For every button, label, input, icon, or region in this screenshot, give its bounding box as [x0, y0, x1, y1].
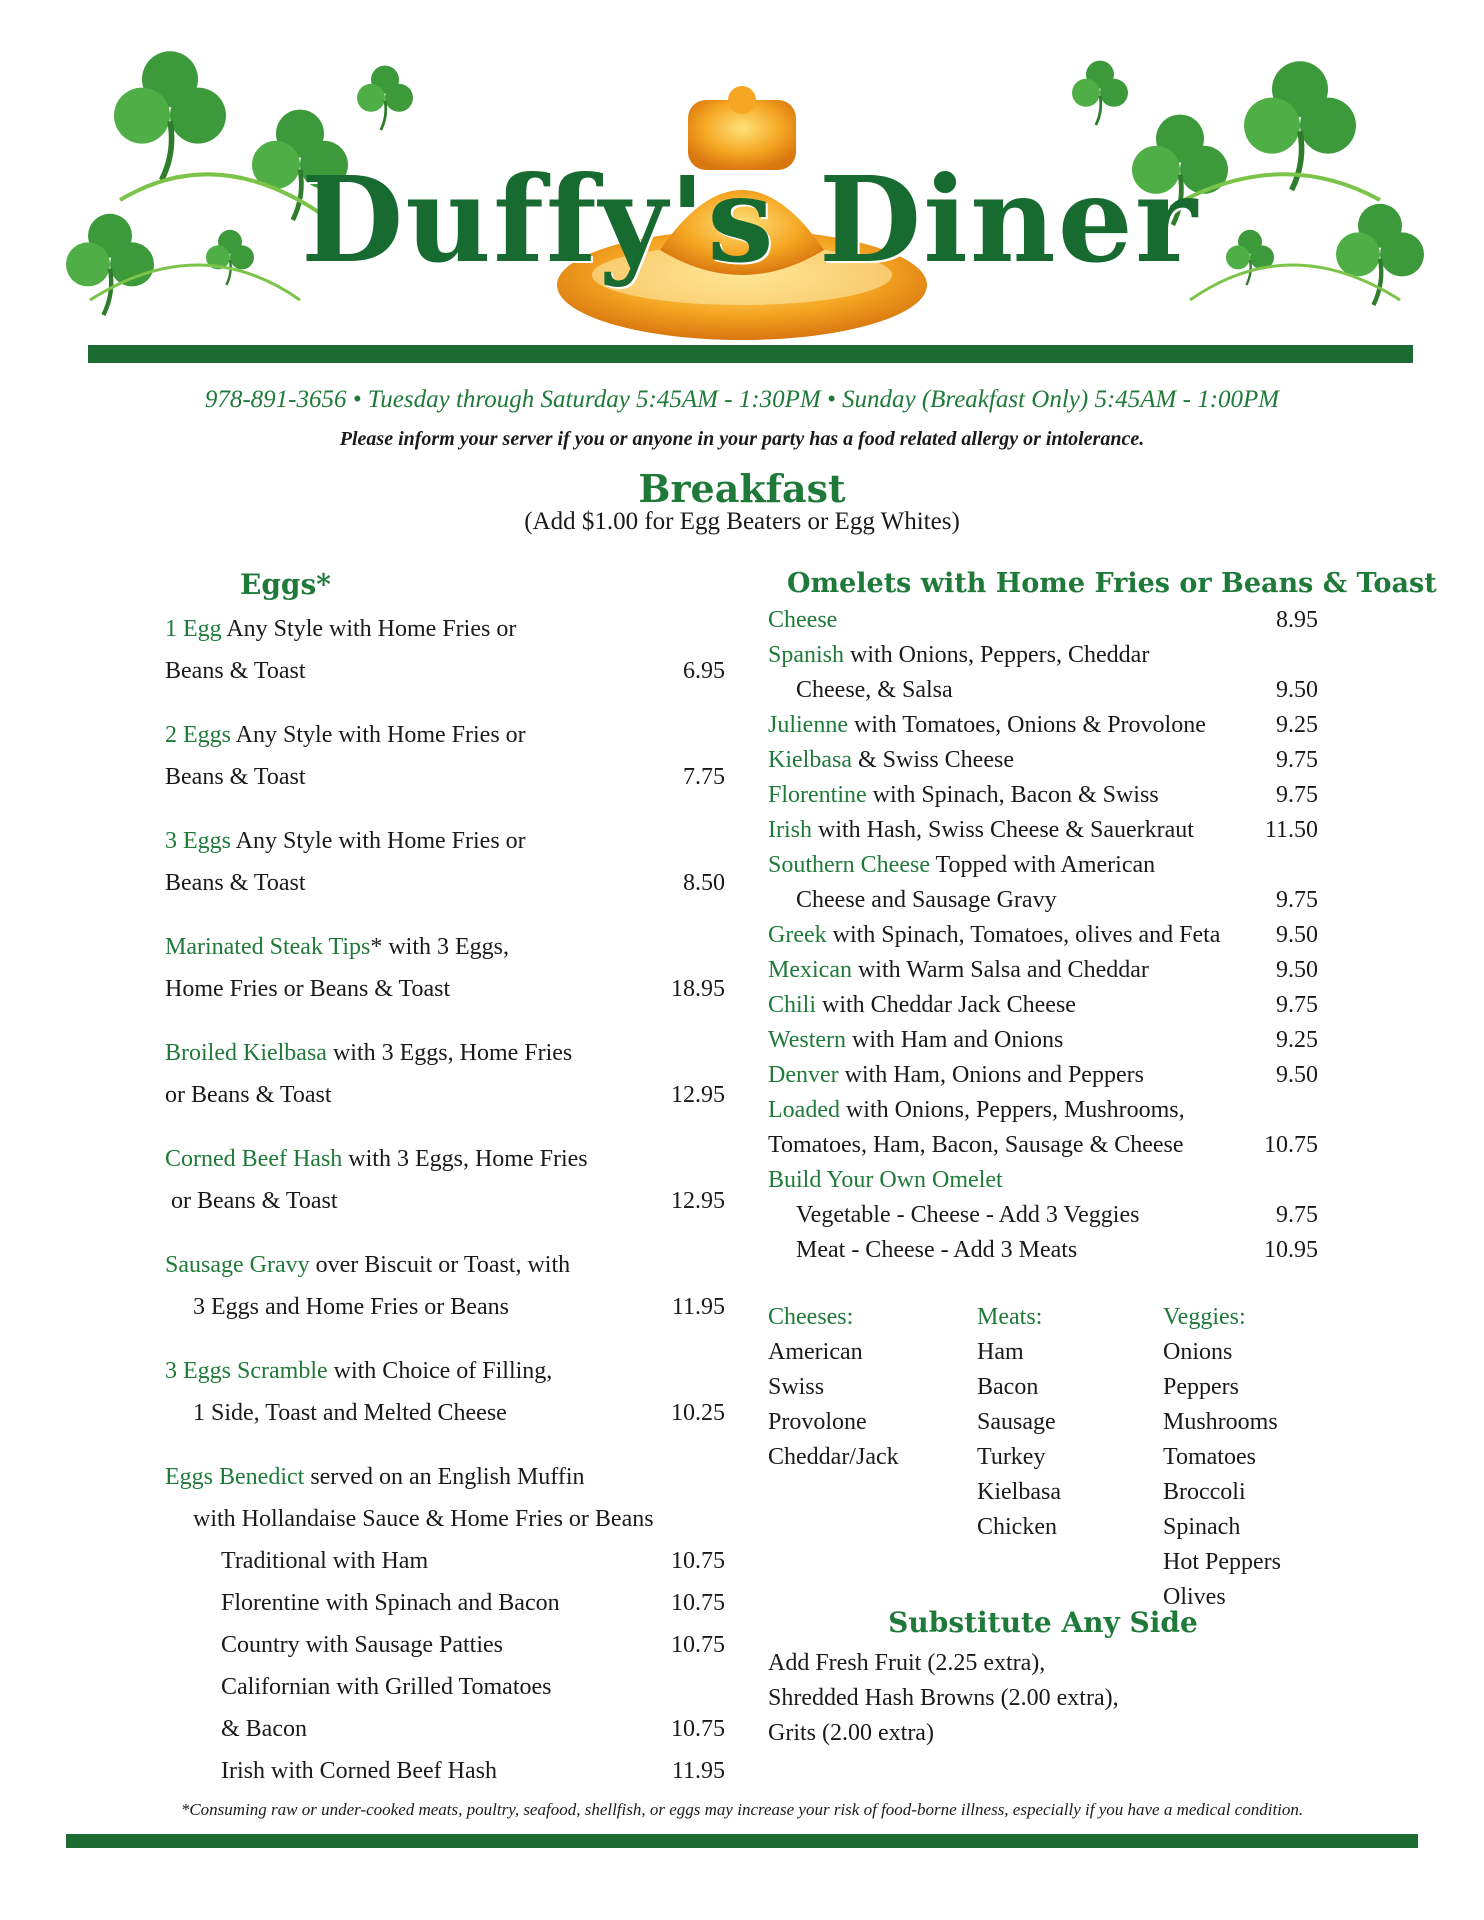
menu-item [165, 820, 725, 904]
menu-item [768, 1023, 1318, 1058]
meats-list [977, 1300, 1061, 1545]
item-name: Kielbasa [768, 747, 852, 773]
menu-item [768, 988, 1318, 1023]
item-name: Eggs Benedict [165, 1464, 305, 1490]
option-price: 10.75 [671, 1716, 725, 1742]
list-item: Provolone [768, 1409, 867, 1435]
item-name: Broiled Kielbasa [165, 1040, 327, 1066]
item-price: 9.25 [1276, 712, 1318, 738]
item-name: Julienne [768, 712, 848, 738]
menu-item [768, 778, 1318, 813]
menu-item-benedict [165, 1456, 725, 1792]
item-desc: with Hollandaise Sauce & Home Fries or Beans [193, 1506, 654, 1532]
item-desc: with Ham, Onions and Peppers [838, 1062, 1144, 1088]
option-price: 9.75 [1276, 1202, 1318, 1228]
item-name: Cheese [768, 607, 838, 633]
item-price: 11.95 [671, 1294, 725, 1320]
list-item: Shredded Hash Browns (2.00 extra), [768, 1685, 1119, 1711]
item-desc: Topped with American [929, 852, 1156, 878]
item-desc: with Warm Salsa and Cheddar [851, 957, 1149, 983]
divider [88, 345, 1413, 363]
option-price: 10.75 [671, 1632, 725, 1658]
list-item: Grits (2.00 extra) [768, 1720, 934, 1746]
item-desc: Cheese and Sausage Gravy [796, 887, 1057, 913]
list-item: Kielbasa [977, 1479, 1061, 1505]
option-price: 10.75 [671, 1548, 725, 1574]
item-name: Irish [768, 817, 812, 843]
list-item: Olives [1163, 1584, 1226, 1610]
item-desc: 1 Side, Toast and Melted Cheese [193, 1400, 507, 1426]
item-desc: with Onions, Peppers, Cheddar [844, 642, 1150, 668]
contact-info: 978-891-3656 • Tuesday through Saturday 5:45AM - 1:30PM • Sunday (Breakfast Only) 5:45AM - 1:00PM [204, 386, 1280, 413]
item-price: 9.50 [1276, 1062, 1318, 1088]
item-desc: Cheese, & Salsa [796, 677, 953, 703]
option-price: 10.75 [671, 1590, 725, 1616]
list-item: American [768, 1339, 863, 1365]
menu-item [768, 918, 1318, 953]
item-desc: served on an English Muffin [304, 1464, 585, 1490]
item-price: 8.50 [683, 870, 725, 896]
item-price: 11.50 [1264, 817, 1318, 843]
veggies-list [1163, 1300, 1281, 1615]
menu-item [165, 1138, 725, 1222]
list-item: Chicken [977, 1514, 1057, 1540]
list-item: Add Fresh Fruit (2.25 extra), [768, 1650, 1046, 1676]
menu-item [165, 1244, 725, 1328]
option-label: & Bacon [221, 1716, 307, 1742]
item-desc: with Spinach, Bacon & Swiss [866, 782, 1159, 808]
breakfast-note: (Add $1.00 for Egg Beaters or Egg Whites) [524, 508, 960, 535]
allergy-notice: Please inform your server if you or anyone in your party has a food related allergy or intolerance. [339, 428, 1145, 450]
item-price: 9.75 [1276, 887, 1318, 913]
option-label: Florentine with Spinach and Bacon [221, 1590, 560, 1616]
header [0, 0, 1484, 370]
item-desc: with Spinach, Tomatoes, olives and Feta [826, 922, 1221, 948]
item-desc: Any Style with Home Fries or [231, 828, 526, 854]
list-heading: Veggies: [1163, 1304, 1246, 1330]
item-price: 12.95 [671, 1188, 725, 1214]
item-name: Southern Cheese [768, 852, 930, 878]
list-item: Onions [1163, 1339, 1233, 1365]
item-desc: Beans & Toast [165, 870, 306, 896]
item-name: Corned Beef Hash [165, 1146, 343, 1172]
list-item: Mushrooms [1163, 1409, 1278, 1435]
item-name: Loaded [768, 1097, 840, 1123]
menu-item [768, 848, 1318, 883]
item-price: 9.50 [1276, 677, 1318, 703]
list-item: Peppers [1163, 1374, 1239, 1400]
substitute-list [768, 1646, 1119, 1751]
item-desc: with Hash, Swiss Cheese & Sauerkraut [812, 817, 1194, 843]
menu-item [165, 926, 725, 1010]
list-item: Sausage [977, 1409, 1056, 1435]
menu-item [768, 638, 1318, 673]
item-name: Spanish [768, 642, 845, 668]
item-desc: Tomatoes, Ham, Bacon, Sausage & Cheese [768, 1132, 1184, 1158]
list-item: Turkey [977, 1444, 1046, 1470]
list-heading: Meats: [977, 1304, 1043, 1330]
item-name: Western [768, 1027, 847, 1053]
item-desc: over Biscuit or Toast, with [309, 1252, 571, 1278]
item-price: 8.95 [1276, 607, 1318, 633]
substitute-heading: Substitute Any Side [888, 1606, 1198, 1639]
item-name: Greek [768, 922, 827, 948]
item-desc: with Cheddar Jack Cheese [816, 992, 1076, 1018]
list-item: Broccoli [1163, 1479, 1246, 1505]
list-item: Spinach [1163, 1514, 1241, 1540]
item-price: 10.75 [1264, 1132, 1318, 1158]
item-price: 9.50 [1276, 957, 1318, 983]
menu-item [768, 1093, 1318, 1128]
option-label: Vegetable - Cheese - Add 3 Veggies [796, 1202, 1140, 1228]
list-item: Tomatoes [1163, 1444, 1256, 1470]
option-price: 11.95 [671, 1758, 725, 1784]
footnote: *Consuming raw or under-cooked meats, poultry, seafood, shellfish, or eggs may increase your risk of food-borne illness, especially if you have a medical condition. [180, 1800, 1304, 1819]
menu-item [768, 743, 1318, 778]
option-price [655, 1666, 725, 1708]
item-name: Sausage Gravy [165, 1252, 310, 1278]
item-desc: Any Style with Home Fries or [221, 616, 517, 642]
item-name: 3 Eggs [165, 828, 231, 854]
item-price: 9.25 [1276, 1027, 1318, 1053]
item-name: 3 Eggs Scramble [165, 1358, 328, 1384]
list-item: Cheddar/Jack [768, 1444, 899, 1470]
list-heading: Cheeses: [768, 1304, 854, 1330]
option-label: Traditional with Ham [221, 1548, 429, 1574]
item-desc: with 3 Eggs, Home Fries [342, 1146, 588, 1172]
item-desc: with Onions, Peppers, Mushrooms, [839, 1097, 1185, 1123]
omelets-list [768, 603, 1318, 1268]
item-price: 9.75 [1276, 747, 1318, 773]
item-name: Marinated Steak Tips [165, 934, 371, 960]
list-item: Bacon [977, 1374, 1039, 1400]
omelets-heading: Omelets with Home Fries or Beans & Toast [787, 568, 1437, 599]
menu-item [165, 714, 725, 798]
menu-item [768, 953, 1318, 988]
item-name: Mexican [768, 957, 852, 983]
item-price: 12.95 [671, 1082, 725, 1108]
breakfast-heading: Breakfast [638, 466, 846, 511]
item-price: 6.95 [683, 658, 725, 684]
item-name: 1 Egg [165, 616, 222, 642]
item-price: 18.95 [671, 976, 725, 1002]
item-desc: 3 Eggs and Home Fries or Beans [193, 1294, 509, 1320]
option-label: Meat - Cheese - Add 3 Meats [796, 1237, 1078, 1263]
item-name: Denver [768, 1062, 839, 1088]
item-desc: or Beans & Toast [165, 1082, 332, 1108]
eggs-heading: Eggs* [240, 568, 331, 601]
option-label: Country with Sausage Patties [221, 1632, 503, 1658]
item-price: 10.25 [671, 1400, 725, 1426]
item-desc: with Ham and Onions [846, 1027, 1064, 1053]
option-label: Irish with Corned Beef Hash [221, 1758, 497, 1784]
cheeses-list [768, 1300, 899, 1475]
item-desc: with Choice of Filling, [327, 1358, 553, 1384]
item-desc: * with 3 Eggs, [370, 934, 510, 960]
item-desc: & Swiss Cheese [851, 747, 1014, 773]
item-desc: with 3 Eggs, Home Fries [326, 1040, 573, 1066]
item-desc: or Beans & Toast [171, 1188, 338, 1214]
item-desc: with Tomatoes, Onions & Provolone [847, 712, 1206, 738]
item-name: Chili [768, 992, 817, 1018]
menu-item [768, 813, 1318, 848]
menu-item [768, 1058, 1318, 1093]
item-desc: Any Style with Home Fries or [231, 722, 526, 748]
menu-item [768, 603, 1318, 638]
item-desc: Beans & Toast [165, 764, 306, 790]
divider [66, 1834, 1418, 1848]
list-item: Hot Peppers [1163, 1549, 1281, 1575]
item-price: 7.75 [683, 764, 725, 790]
item-price: 9.75 [1276, 992, 1318, 1018]
menu-item [165, 1350, 725, 1434]
menu-item [165, 608, 725, 692]
item-desc: Home Fries or Beans & Toast [165, 976, 451, 1002]
list-item: Swiss [768, 1374, 825, 1400]
item-name: Florentine [768, 782, 867, 808]
option-price: 10.95 [1264, 1237, 1318, 1263]
item-name: 2 Eggs [165, 722, 231, 748]
item-price: 9.75 [1276, 782, 1318, 808]
option-label: Californian with Grilled Tomatoes [221, 1674, 552, 1700]
item-desc: Beans & Toast [165, 658, 306, 684]
restaurant-title: Duffy's Diner [300, 150, 1200, 289]
item-name: Build Your Own Omelet [768, 1167, 1003, 1193]
item-price: 9.50 [1276, 922, 1318, 948]
menu-item [768, 708, 1318, 743]
list-item: Ham [977, 1339, 1024, 1365]
menu-item [165, 1032, 725, 1116]
